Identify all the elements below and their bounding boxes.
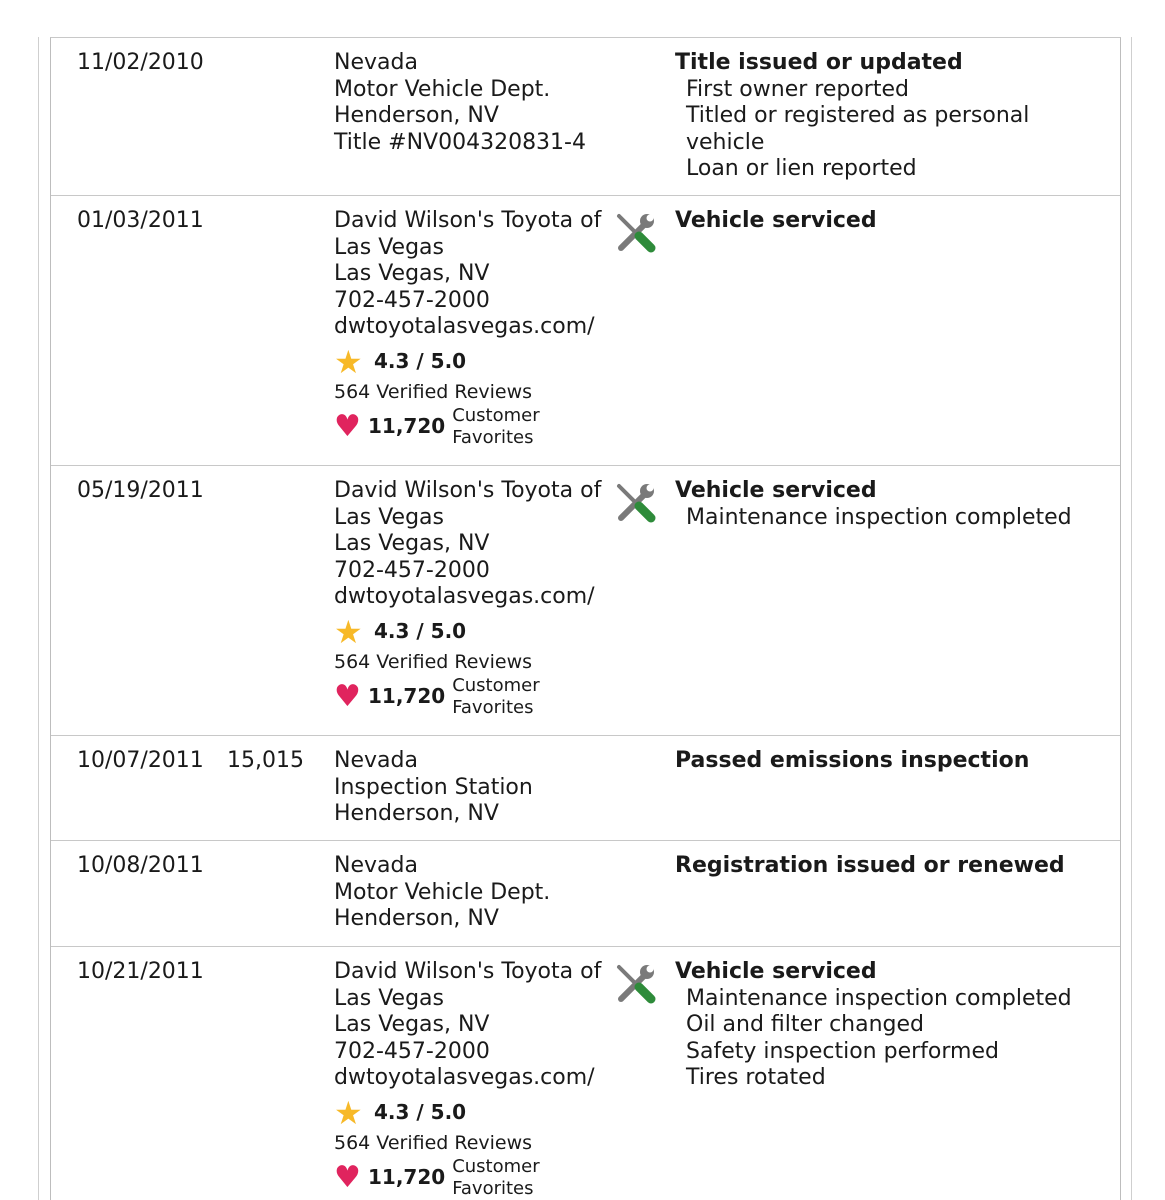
record-date: 11/02/2010 — [77, 50, 204, 75]
event-title: Title issued or updated — [675, 50, 963, 75]
verified-reviews-link[interactable]: 564 Verified Reviews — [334, 650, 533, 673]
source-line: Las Vegas — [334, 234, 444, 260]
event-line: Maintenance inspection completed — [686, 985, 1072, 1011]
source-line: Las Vegas, NV — [334, 261, 490, 286]
record-source — [334, 853, 624, 933]
record-source — [334, 50, 624, 156]
history-record — [51, 841, 1120, 947]
source-line: Las Vegas, NV — [334, 531, 490, 556]
verified-reviews-link[interactable]: 564 Verified Reviews — [334, 380, 533, 403]
heart-icon: ♥ — [334, 1159, 361, 1195]
record-date: 05/19/2011 — [77, 478, 204, 503]
record-source — [334, 478, 624, 719]
source-line: 702-457-2000 — [334, 287, 490, 313]
record-details — [675, 748, 1115, 775]
source-line: Las Vegas — [334, 504, 444, 530]
history-record — [51, 466, 1120, 736]
dealer-rating — [334, 612, 624, 651]
star-icon: ★ — [334, 612, 363, 651]
record-details — [675, 959, 1115, 1092]
dealer-website-link[interactable]: dwtoyotalasvegas.com/ — [334, 1065, 595, 1090]
source-line: Henderson, NV — [334, 801, 499, 826]
record-source — [334, 748, 624, 828]
customer-favorites — [334, 675, 624, 719]
record-details — [675, 208, 1115, 235]
source-line: Title #NV004320831-4 — [334, 129, 586, 155]
record-date: 10/21/2011 — [77, 959, 204, 984]
rating-value: 4.3 / 5.0 — [374, 619, 467, 644]
favorites-label: Customer Favorites — [452, 674, 540, 718]
event-title: Vehicle serviced — [675, 208, 877, 233]
favorites-count: 11,720 — [368, 414, 446, 439]
event-title: Registration issued or renewed — [675, 853, 1065, 878]
heart-icon: ♥ — [334, 408, 361, 444]
source-line: Henderson, NV — [334, 103, 499, 128]
page-edge-right — [1131, 37, 1132, 1200]
source-line: Las Vegas, NV — [334, 1012, 490, 1037]
star-icon: ★ — [334, 342, 363, 381]
source-line: David Wilson's Toyota of — [334, 208, 602, 233]
favorites-count: 11,720 — [368, 1165, 446, 1190]
dealer-rating — [334, 1093, 624, 1132]
record-date: 10/08/2011 — [77, 853, 204, 878]
source-line: David Wilson's Toyota of — [334, 959, 602, 984]
source-line: 702-457-2000 — [334, 1038, 490, 1064]
heart-icon: ♥ — [334, 678, 361, 714]
record-date: 10/07/2011 — [77, 748, 204, 773]
source-line: Inspection Station — [334, 774, 533, 800]
event-line: Safety inspection performed — [686, 1038, 999, 1064]
dealer-rating — [334, 342, 624, 381]
source-line: 702-457-2000 — [334, 557, 490, 583]
event-line: Maintenance inspection completed — [686, 504, 1072, 530]
source-line: Las Vegas — [334, 985, 444, 1011]
record-date: 01/03/2011 — [77, 208, 204, 233]
wrench-screwdriver-icon — [613, 210, 659, 256]
page-edge-left — [38, 37, 39, 1200]
customer-favorites — [334, 405, 624, 449]
event-line: vehicle — [686, 129, 765, 155]
event-title: Vehicle serviced — [675, 959, 877, 984]
favorites-label: Customer Favorites — [452, 1155, 540, 1199]
event-title: Passed emissions inspection — [675, 748, 1030, 773]
event-line: Loan or lien reported — [686, 156, 917, 181]
favorites-label: Customer Favorites — [452, 404, 540, 448]
event-line: Tires rotated — [686, 1065, 826, 1090]
history-record — [51, 736, 1120, 841]
source-line: Nevada — [334, 853, 418, 878]
source-line: Nevada — [334, 50, 418, 75]
event-line: Oil and filter changed — [686, 1012, 925, 1037]
history-record — [51, 38, 1120, 196]
record-details — [675, 853, 1115, 880]
favorites-count: 11,720 — [368, 684, 446, 709]
rating-value: 4.3 / 5.0 — [374, 349, 467, 374]
dealer-website-link[interactable]: dwtoyotalasvegas.com/ — [334, 314, 595, 339]
customer-favorites — [334, 1156, 624, 1200]
record-details — [675, 50, 1115, 183]
history-record — [51, 196, 1120, 466]
event-line: First owner reported — [686, 76, 909, 102]
wrench-screwdriver-icon — [613, 480, 659, 526]
source-line: Motor Vehicle Dept. — [334, 879, 551, 905]
source-line: David Wilson's Toyota of — [334, 478, 602, 503]
record-source — [334, 959, 624, 1200]
history-record — [51, 947, 1120, 1200]
wrench-screwdriver-icon — [613, 961, 659, 1007]
source-line: Motor Vehicle Dept. — [334, 76, 551, 102]
source-line: Nevada — [334, 748, 418, 773]
vehicle-history-table — [50, 37, 1121, 1200]
record-details — [675, 478, 1115, 531]
source-line: Henderson, NV — [334, 906, 499, 931]
dealer-website-link[interactable]: dwtoyotalasvegas.com/ — [334, 584, 595, 609]
rating-value: 4.3 / 5.0 — [374, 1100, 467, 1125]
event-line: Titled or registered as personal — [686, 103, 1030, 128]
event-title: Vehicle serviced — [675, 478, 877, 503]
record-source — [334, 208, 624, 449]
verified-reviews-link[interactable]: 564 Verified Reviews — [334, 1131, 533, 1154]
record-mileage: 15,015 — [227, 748, 304, 773]
star-icon: ★ — [334, 1093, 363, 1132]
